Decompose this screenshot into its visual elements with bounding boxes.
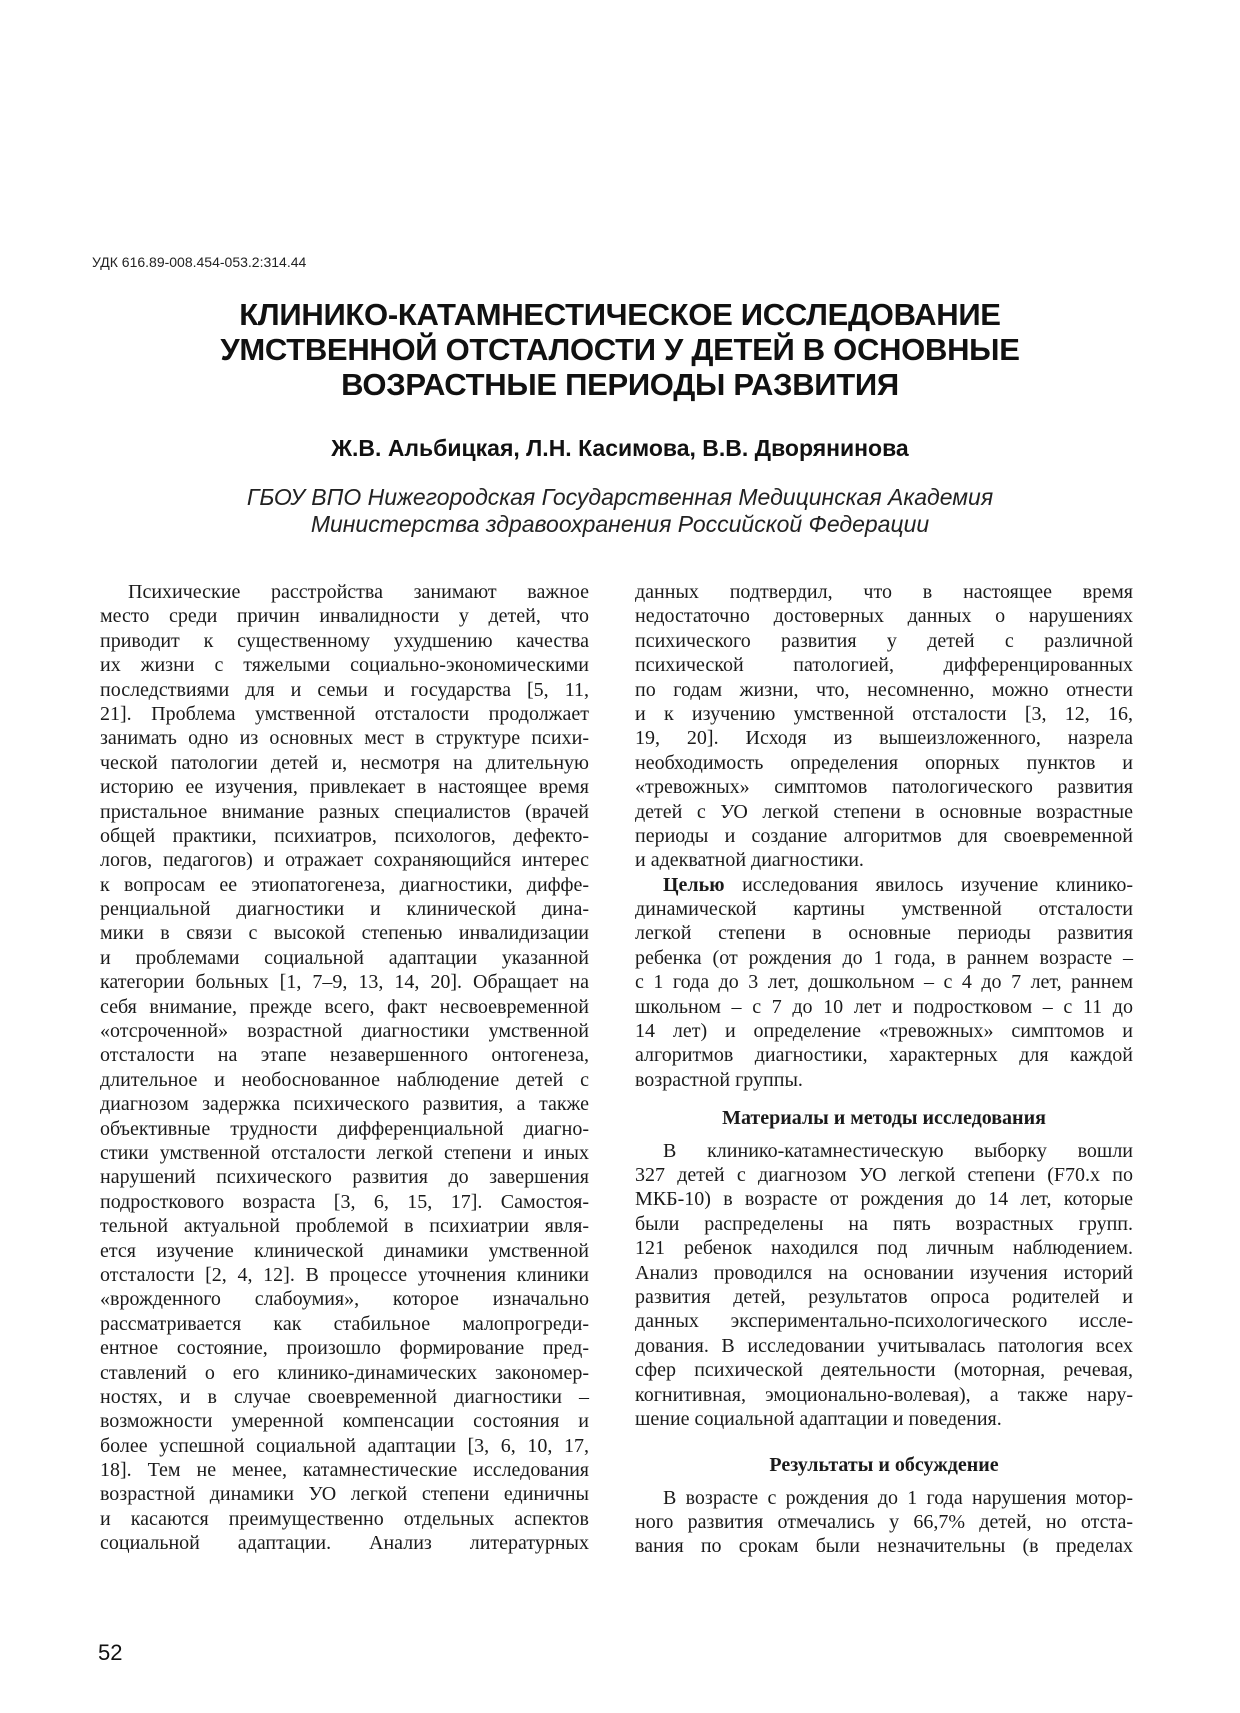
affiliation-line: Министерства здравоохранения Российской Федерации (310, 511, 930, 537)
text-line: возрастной группы. (635, 1068, 803, 1091)
text-line: В возрасте с рождения до 1 года нарушения мотор- (663, 1486, 1133, 1509)
title-line: УМСТВЕННОЙ ОТСТАЛОСТИ У ДЕТЕЙ В ОСНОВНЫЕ (220, 332, 1020, 367)
text-line: когнитивная, эмоционально-волевая), а также нару- (635, 1383, 1133, 1406)
paragraph (100, 580, 589, 1556)
text-line: возрастной динамики УО легкой степени единичны (100, 1483, 589, 1506)
text-line: подросткового возраста [3, 6, 15, 17]. Самостоя- (100, 1190, 589, 1213)
text-line: динамической картины умственной отсталости (635, 898, 1133, 921)
text-line: нарушений психического развития до завершения (100, 1166, 589, 1189)
bold-lead-word: Целью (663, 873, 725, 896)
text-line: социальной адаптации. Анализ литературных (100, 1532, 589, 1555)
text-line: вания по срокам были незначительны (в пределах (635, 1535, 1133, 1558)
text-line: 18]. Тем не менее, катамнестические исследования (100, 1459, 589, 1482)
text-line: место среди причин инвалидности у детей, что (100, 605, 589, 628)
text-line: ребенка (от рождения до 1 года, в раннем возрасте – (635, 946, 1133, 969)
text-line: диагнозом задержка психического развития, а также (100, 1093, 589, 1116)
text-line: ется изучение клинической динамики умственной (100, 1239, 589, 1262)
text-line: себя внимание, прежде всего, факт несвоевременной (100, 995, 589, 1018)
text-line: психического развития у детей с различной (635, 629, 1133, 652)
text-line: мики в связи с высокой степенью инвалидизации (100, 922, 589, 945)
text-line: «врожденного слабоумия», которое изначально (100, 1288, 589, 1311)
text-line: В клинико-катамнестическую выборку вошли (663, 1139, 1133, 1162)
text-line: отсталости [2, 4, 12]. В процессе уточнения клиники (100, 1263, 589, 1286)
text-line: 21]. Проблема умственной отсталости продолжает (100, 702, 589, 725)
text-line: развития детей, результатов опроса родителей и (635, 1285, 1133, 1308)
text-line: объективные трудности дифференциальной диагно- (100, 1117, 589, 1140)
title-line: ВОЗРАСТНЫЕ ПЕРИОДЫ РАЗВИТИЯ (341, 367, 899, 402)
text-line: Психические расстройства занимают важное (128, 581, 589, 603)
text-line: ческой патологии детей и, несмотря на длительную (100, 751, 589, 774)
text-line: ентное состояние, произошло формирование пред- (100, 1337, 589, 1360)
section-heading: Результаты и обсуждение (769, 1454, 999, 1477)
text-line: последствиями для и семьи и государства [5, 11, (100, 678, 589, 701)
text-line: школьном – с 7 до 10 лет и подростковом – с 11 до (635, 995, 1133, 1018)
text-line: 14 лет) и определение «тревожных» симптомов и (635, 1020, 1133, 1043)
text-line: ставлений о его клинико-динамических закономер- (100, 1361, 589, 1384)
text-line: пристальное внимание разных специалистов (врачей (100, 800, 589, 823)
text-line: и касаются преимущественно отдельных аспектов (100, 1507, 589, 1530)
udk-code: УДК 616.89-008.454-053.2:314.44 (92, 254, 307, 270)
affiliation (0, 484, 1240, 538)
paragraph (635, 873, 1133, 1093)
right-column (635, 580, 1133, 1559)
text-line: с 1 года до 3 лет, дошкольном – с 4 до 7 лет, раннем (635, 971, 1133, 994)
text-line: детей с УО легкой степени в основные возрастные (635, 800, 1133, 823)
authors: Ж.В. Альбицкая, Л.Н. Касимова, В.В. Дворянинова (331, 435, 909, 461)
section-heading: Материалы и методы исследования (722, 1107, 1046, 1130)
text-line: категории больных [1, 7–9, 13, 14, 20]. Обращает на (100, 971, 589, 994)
line-text: исследования явилось изучение клинико- (724, 873, 1133, 896)
text-line (635, 873, 1133, 897)
text-line: данных подтвердил, что в настоящее время (635, 581, 1133, 603)
text-line: дования. В исследовании учитывалась патология всех (635, 1334, 1133, 1357)
page-number: 52 (98, 1640, 123, 1665)
text-line: 121 ребенок находился под личным наблюдением. (635, 1237, 1133, 1260)
text-line: и проблемами социальной адаптации указанной (100, 946, 589, 969)
text-line: по годам жизни, что, несомненно, можно отнести (635, 678, 1133, 701)
text-line: длительное и необоснованное наблюдение детей с (100, 1068, 589, 1091)
text-line: общей практики, психиатров, психологов, дефекто- (100, 824, 589, 847)
text-line: алгоритмов диагностики, характерных для каждой (635, 1044, 1133, 1067)
text-line: и адекватной диагностики. (635, 849, 864, 872)
text-line: были распределены на пять возрастных групп. (635, 1212, 1133, 1235)
text-line: Анализ проводился на основании изучения историй (635, 1261, 1133, 1284)
text-line: рассматривается как стабильное малопрогреди- (100, 1312, 589, 1335)
text-line: логов, педагогов) и отражает сохраняющийся интерес (100, 849, 589, 872)
text-line: приводит к существенному ухудшению качества (100, 629, 589, 652)
text-line: МКБ-10) в возрасте от рождения до 14 лет, которые (635, 1188, 1133, 1211)
text-line: «отсроченной» возрастной диагностики умственной (100, 1020, 589, 1043)
text-line: занимать одно из основных мест в структуре психи- (100, 727, 589, 750)
text-line: сфер психической деятельности (моторная, речевая, (635, 1359, 1133, 1382)
text-line: психической патологией, дифференцированных (635, 654, 1133, 677)
left-column (100, 580, 589, 1556)
text-line: ренциальной диагностики и клинической дина- (100, 898, 589, 921)
text-line: возможности умеренной компенсации состояния и (100, 1410, 589, 1433)
text-line: стики умственной отсталости легкой степени и иных (100, 1141, 589, 1164)
text-line: к вопросам ее этиопатогенеза, диагностики, диффе- (100, 873, 589, 896)
title-line: КЛИНИКО-КАТАМНЕСТИЧЕСКОЕ ИССЛЕДОВАНИЕ (239, 297, 1001, 332)
text-line: 327 детей с диагнозом УО легкой степени (F70.x по (635, 1163, 1133, 1186)
text-line: отсталости на этапе незавершенного онтогенеза, (100, 1044, 589, 1067)
text-line: шение социальной адаптации и поведения. (635, 1407, 1002, 1430)
text-line: тельной актуальной проблемой в психиатрии явля- (100, 1215, 589, 1238)
paragraph (635, 580, 1133, 873)
paragraph (635, 1486, 1133, 1559)
text-line: необходимость определения опорных пунктов и (635, 751, 1133, 774)
text-line: ностях, и в случае своевременной диагностики – (100, 1385, 589, 1408)
article-title (0, 297, 1240, 402)
text-line: их жизни с тяжелыми социально-экономическими (100, 654, 589, 677)
paragraph (635, 1139, 1133, 1432)
affiliation-line: ГБОУ ВПО Нижегородская Государственная Медицинская Академия (246, 484, 994, 510)
text-line: историю ее изучения, привлекает в настоящее время (100, 776, 589, 799)
text-line: легкой степени в основные периоды развития (635, 922, 1133, 945)
text-line: «тревожных» симптомов патологического развития (635, 776, 1133, 799)
text-line: и к изучению умственной отсталости [3, 12, 16, (635, 702, 1133, 725)
text-line: 19, 20]. Исходя из вышеизложенного, назрела (635, 727, 1133, 750)
text-line: недостаточно достоверных данных о нарушениях (635, 605, 1133, 628)
text-line: периоды и создание алгоритмов для своевременной (635, 824, 1133, 847)
text-line: данных экспериментально-психологического иссле- (635, 1310, 1133, 1333)
text-line: более успешной социальной адаптации [3, 6, 10, 17, (100, 1434, 589, 1457)
text-line: ного развития отмечались у 66,7% детей, но отста- (635, 1511, 1133, 1534)
